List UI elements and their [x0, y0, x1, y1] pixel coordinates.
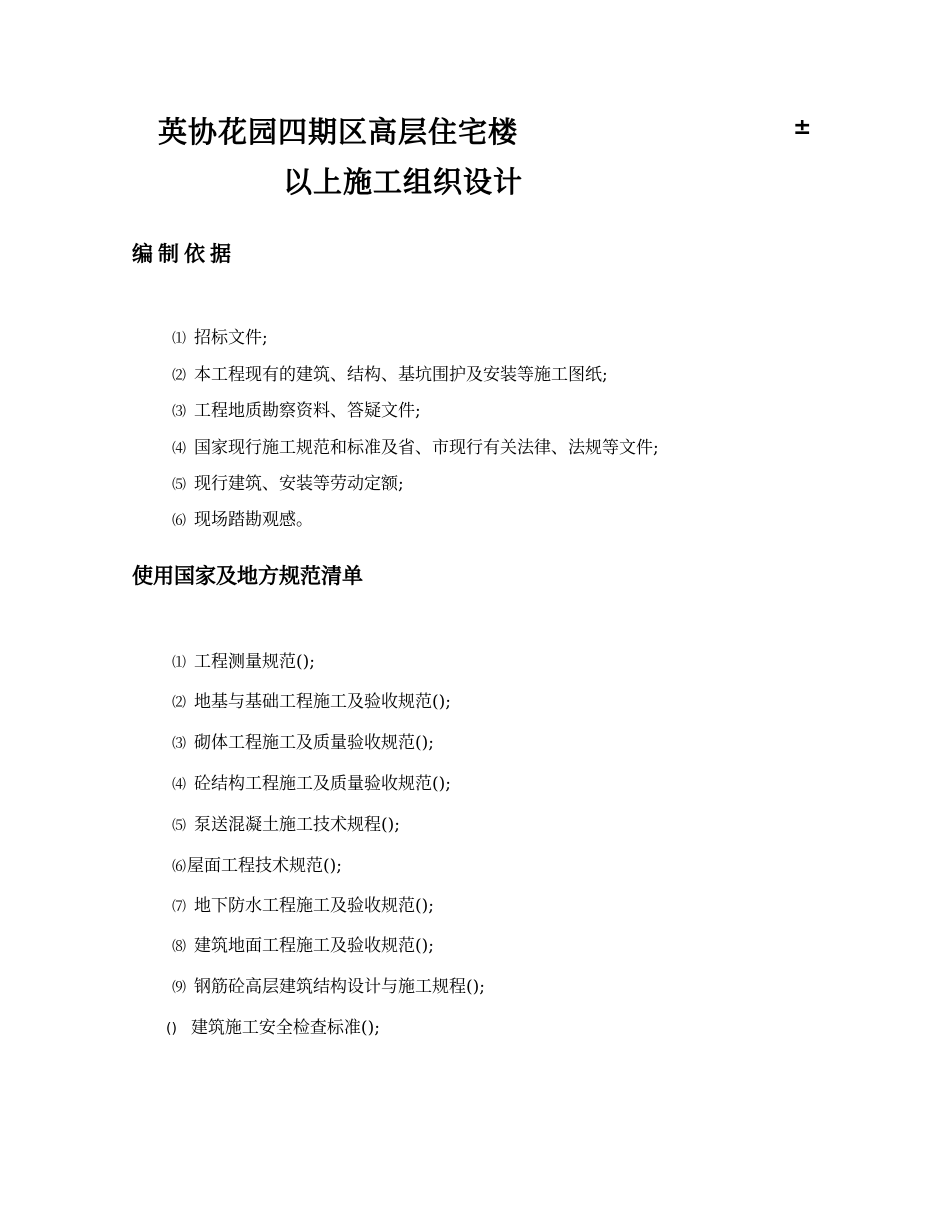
- document-title-line-1: 英协花园四期区高层住宅楼: [158, 115, 519, 149]
- list-item-text: 砌体工程施工及质量验收规范();: [194, 733, 434, 753]
- list-item-text: 砼结构工程施工及质量验收规范();: [194, 774, 451, 794]
- list-item-text: 建筑地面工程施工及验收规范();: [194, 936, 434, 956]
- section-heading-basis: 编制依据: [132, 242, 236, 266]
- list-item-number: ⑹: [172, 513, 186, 529]
- list-item: [172, 365, 608, 386]
- list-item-text: 泵送混凝土施工技术规程();: [194, 815, 400, 835]
- list-item: [172, 401, 421, 422]
- list-item: [172, 856, 342, 877]
- document-title-mark: ±: [793, 115, 812, 140]
- list-item-text: 建筑施工安全检查标准();: [190, 1018, 380, 1038]
- list-item-number: ⑵: [172, 368, 186, 384]
- list-item-text: 屋面工程技术规范();: [187, 856, 342, 876]
- list-item-number: ⑷: [172, 441, 186, 457]
- list-item-number: (): [166, 1021, 177, 1037]
- list-item: [172, 510, 313, 531]
- list-item-number: ⑶: [172, 736, 186, 752]
- list-item-number: ⑵: [172, 695, 186, 711]
- list-item-text: 工程测量规范();: [194, 652, 315, 672]
- list-item-number: ⑻: [172, 939, 186, 955]
- list-item-text: 现行建筑、安装等劳动定额;: [194, 474, 404, 494]
- list-item-number: ⑴: [172, 331, 186, 347]
- list-item-text: 招标文件;: [194, 328, 268, 348]
- list-item-number: ⑼: [172, 980, 186, 996]
- document-title-line-2: 以上施工组织设计: [283, 165, 524, 199]
- list-item-text: 国家现行施工规范和标准及省、市现行有关法律、法规等文件;: [194, 438, 659, 458]
- list-item: [172, 474, 404, 495]
- list-item-text: 本工程现有的建筑、结构、基坑围护及安装等施工图纸;: [194, 365, 608, 385]
- list-item: [172, 652, 315, 673]
- list-item-number: ⑶: [172, 404, 186, 420]
- list-item: [172, 815, 400, 836]
- list-item-number: ⑴: [172, 655, 186, 671]
- list-item-number: ⑷: [172, 777, 186, 793]
- list-item: [172, 896, 434, 917]
- list-item-text: 工程地质勘察资料、答疑文件;: [194, 401, 421, 421]
- list-item: [172, 328, 268, 349]
- list-item-text: 钢筋砼高层建筑结构设计与施工规程();: [194, 977, 485, 997]
- list-item: [172, 977, 485, 998]
- list-item-number: ⑹: [172, 859, 186, 875]
- list-item-text: 现场踏勘观感。: [194, 510, 313, 530]
- list-item-number: ⑺: [172, 899, 186, 915]
- list-item: [166, 1018, 380, 1039]
- list-item-text: 地基与基础工程施工及验收规范();: [194, 692, 451, 712]
- list-item: [172, 438, 659, 459]
- list-item: [172, 774, 451, 795]
- list-item-number: ⑸: [172, 818, 186, 834]
- list-item: [172, 936, 434, 957]
- list-item-text: 地下防水工程施工及验收规范();: [194, 896, 434, 916]
- list-item: [172, 692, 451, 713]
- list-item-number: ⑸: [172, 477, 186, 493]
- section-heading-codes: 使用国家及地方规范清单: [132, 564, 363, 588]
- list-item: [172, 733, 434, 754]
